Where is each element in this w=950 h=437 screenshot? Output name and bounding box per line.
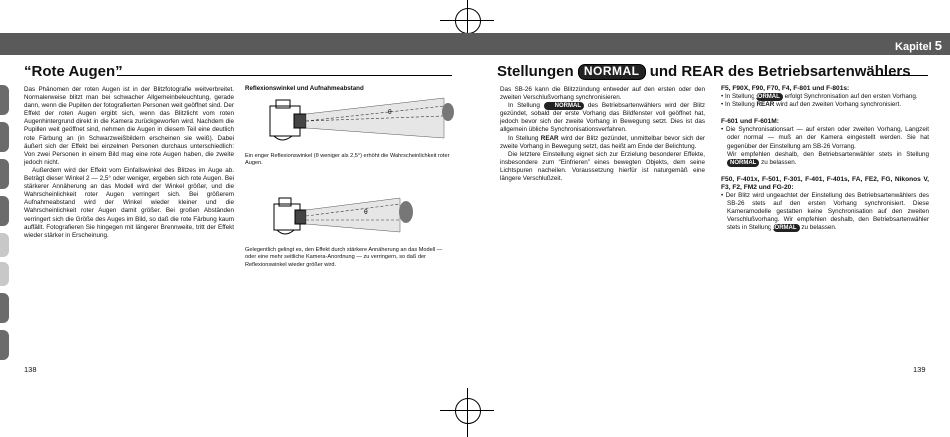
- page-number-left: 138: [24, 365, 37, 374]
- section-heading-f50: F50, F-401x, F-501, F-301, F-401, F-401s, FA, FE2, FG, Nikonos V, F3, F2, FM2 und FG-20:: [721, 175, 929, 191]
- f5-bullet-1: [721, 93, 929, 101]
- normal-badge: NORMAL: [756, 93, 782, 101]
- f601-cont-rest: zu belassen.: [761, 158, 797, 166]
- right-paragraph-4: Die letztere Einstellung eignet sich zur Erzielung besonderer Effekte, insbesondere zum “Einfrieren” eines bewegten Objekts, dem seine Lichtspuren nacheilen. Voraussetzung hierfür ist naturgemäß eine längere Verschlußzeit.: [500, 150, 705, 183]
- normal-badge: NORMAL: [727, 159, 759, 167]
- thumb-tab-8: [0, 330, 9, 360]
- right-paragraph-3: [500, 135, 705, 151]
- right-body-text: [500, 86, 705, 183]
- chapter-number: 5: [934, 38, 942, 53]
- right-paragraph-1: Das SB-26 kann die Blitzzündung entweder auf den ersten oder den zweiten Verschlußvorhang synchronisieren.: [500, 86, 705, 102]
- f601-bullet-1-continued: [721, 151, 929, 167]
- chapter-header-bar: [0, 33, 950, 55]
- p3-rest: wird der Blitz gezündet, unmittelbar bevor sich der zweite Vorhang in Bewegung setzt, das heißt am Ende der Belichtung.: [500, 134, 705, 150]
- f50-bullet-1-rest: zu belassen.: [801, 224, 837, 232]
- f601-cont-lead: Wir empfehlen deshalb, den Betriebsartenwähler stets in Stellung: [727, 150, 929, 158]
- figure-caption-1: Ein enger Reflexionswinkel (θ weniger als 2,5°) erhöht die Wahrscheinlichkeit roter Augen.: [245, 153, 450, 167]
- page-title-right: [497, 63, 911, 80]
- thumb-tab-6: [0, 262, 9, 286]
- p2-lead: In Stellung: [508, 102, 540, 110]
- f5-bullet-2: [721, 101, 929, 109]
- f50-bullet-1: [721, 192, 929, 232]
- title-rule-right: [873, 75, 928, 76]
- normal-badge-title: NORMAL: [578, 64, 646, 80]
- chapter-label: [895, 38, 942, 53]
- figure-reflection-angle-near: [272, 192, 422, 247]
- f5-bullet-1-rest: erfolgt Synchronisation auf den ersten Vorhang.: [784, 93, 918, 101]
- rear-label: REAR: [540, 134, 559, 142]
- title-right-part-1: Stellungen: [497, 63, 574, 80]
- normal-badge: NORMAL: [544, 102, 584, 110]
- title-rule-left: [117, 75, 452, 76]
- figure-heading: Reflexionswinkel und Aufnahmeabstand: [245, 85, 364, 92]
- left-paragraph-1: Das Phänomen der roten Augen ist in der Blitzfotografie weitverbreitet. Normalerweise blitzt man bei schwacher Allgemeinbeleuchtung, gerade dann, wenn die Pupillen der fotografierten Personen weit geöffnet sind. Der Effekt der roten Augen ergibt sich, wenn das Blitzlicht vom roten Augenhintergrund direkt in die Kamera zurückgeworfen wird. Nachdem die Pupillen weit geöffnet sind, nehmen die Augen in diesem Teil eine deutlich rote Färbung an (in Schwarzweißbildern erscheinen sie weiß). Dabei äußert sich der Effekt bei einzelnen Personen durchaus unterschiedlich: Von zwei Personen in einem Bild mag eine rote Augen haben, die zweite jedoch nicht.: [24, 86, 234, 166]
- svg-text:θ: θ: [364, 209, 368, 216]
- figure-reflection-angle-far: [268, 94, 458, 149]
- f5-bullet-2-lead: • In Stellung: [721, 101, 755, 109]
- f601-bullet-1: • Die Synchronisationsart — auf ersten oder zweiten Vorhang, Langzeit oder normal — muß an der Kamera eingestellt werden. Sie hat gegenüber der Einstellung am SB-26 Vorrang.: [721, 126, 929, 150]
- title-right-part-2: und REAR des Betriebsartenwählers: [649, 63, 911, 80]
- svg-text:θ: θ: [388, 109, 392, 116]
- page-title-left: “Rote Augen”: [24, 63, 123, 80]
- registration-line-bottom-v: [467, 388, 468, 437]
- left-paragraph-2: Außerdem wird der Effekt vom Einfallswinkel des Blitzes im Auge ab. Beträgt dieser Winkel 2 — 2,5° oder weniger, ergeben sich rote Augen. Bei stärkerer Annäherung an das Modell wird der Winkel größer, und die Wahrscheinlichkeit roter Augen verringert sich. Bei größerem Aufnahmeabstand wird der Winkel wieder kleiner und die Wahrscheinlichkeit roter Augen damit größer. Bei großen Abständen verringert sich die Größe des Auges im Bild, so daß die rote Färbung kaum auffällt. Fotografieren Sie hingegen mit längerer Brennweite, tritt der Effekt wieder stärker in Erscheinung.: [24, 166, 234, 239]
- page-number-right: 139: [913, 365, 926, 374]
- p3-lead: In Stellung: [508, 134, 539, 142]
- thumb-tab-3: [0, 159, 9, 189]
- rear-label: REAR: [756, 101, 775, 109]
- figure-caption-2: Gelegentlich gelingt es, den Effekt durch stärkere Annäherung an das Modell — oder eine mehr seitliche Kamera-Anordnung — zu verringern, so daß der Reflexionswinkel wieder größer wird.: [245, 247, 443, 268]
- section-heading-f5: F5, F90X, F90, F70, F4, F-801 und F-801s:: [721, 85, 850, 92]
- f50-bullet-1-lead: • Der Blitz wird ungeachtet der Einstellung des Betriebsartenwählers des SB-26 stets auf den ersten Vorhang synchronisiert. Diese Kameramodelle gestatten keine Synchronisation auf den zweiten Verschlußvorhang. Wir empfehlen deshalb, den Betriebsartenwähler stets in Stellung: [721, 192, 929, 232]
- f5-bullet-2-rest: wird auf den zweiten Vorhang synchronisiert.: [776, 101, 902, 109]
- normal-badge: NORMAL: [773, 224, 799, 232]
- thumb-tab-4: [0, 196, 9, 226]
- right-paragraph-2: [500, 102, 705, 134]
- thumb-tab-2: [0, 122, 9, 152]
- thumb-tab-1: [0, 85, 9, 115]
- registration-line-top-v: [467, 0, 468, 34]
- camera-compatibility-column: [721, 85, 929, 233]
- spacer: [721, 167, 929, 176]
- thumb-tab-5: [0, 233, 9, 257]
- chapter-label-text: Kapitel: [895, 41, 932, 53]
- left-body-text: [24, 86, 234, 240]
- f5-bullet-1-lead: • In Stellung: [721, 93, 755, 101]
- thumb-tab-7: [0, 293, 9, 323]
- p2-rest: des Betriebsartenwählers wird der Blitz gezündet, sobald der erste Vorhang das Bildfenster voll geöffnet hat, jedoch bevor sich der zweite Vorhang in Bewegung setzt. Dies ist das allgemein übliche Synchronisationsverfahren.: [500, 102, 705, 134]
- registration-mark-bottom: [455, 398, 481, 424]
- registration-mark-top: [455, 8, 481, 34]
- spacer: [721, 109, 929, 118]
- section-heading-f601: F-601 und F-601M:: [721, 118, 779, 126]
